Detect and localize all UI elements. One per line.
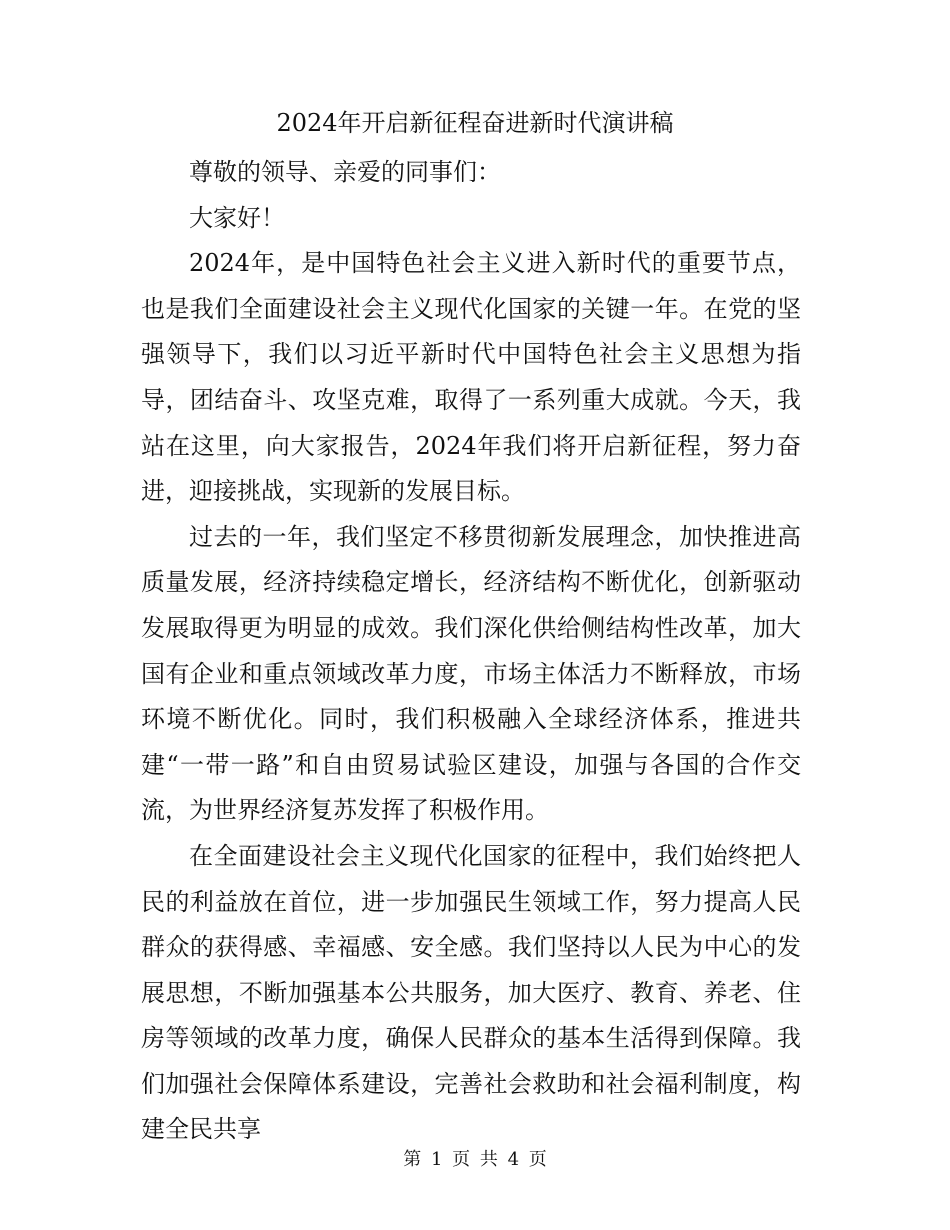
- footer-page-unit: 页: [452, 1149, 471, 1170]
- salutation-paragraph: 尊敬的领导、亲爱的同事们：: [189, 158, 501, 186]
- body-paragraph: 2024年，是中国特色社会主义进入新时代的重要节点，也是我们全面建设社会主义现代化国家的关键一年。在党的坚强领导下，我们以习近平新时代中国特色社会主义思想为指导，团结奋斗、攻坚克难，取得了一系列重大成就。今天，我站在这里，向大家报告，2024年我们将开启新征程，努力奋进，迎接挑战，实现新的发展目标。: [141, 249, 801, 506]
- footer-prefix: 第: [403, 1149, 422, 1170]
- footer-total-pages: 4: [507, 1149, 520, 1170]
- footer-total-unit: 页: [528, 1149, 547, 1170]
- page-footer: [0, 1146, 950, 1174]
- greeting-paragraph: 大家好！: [189, 203, 285, 232]
- footer-current-page: 1: [430, 1149, 443, 1170]
- body-paragraph: 在全面建设社会主义现代化国家的征程中，我们始终把人民的利益放在首位，进一步加强民生领域工作，努力提高人民群众的获得感、幸福感、安全感。我们坚持以人民为中心的发展思想，不断加强基本公共服务，加大医疗、教育、养老、住房等领域的改革力度，确保人民群众的基本生活得到保障。我们加强社会保障体系建设，完善社会救助和社会福利制度，构建全民共享: [141, 841, 801, 1144]
- document-title: 2024年开启新征程奋进新时代演讲稿: [276, 109, 674, 137]
- footer-total-prefix: 共: [479, 1149, 498, 1170]
- document-body: [141, 150, 801, 1153]
- body-paragraph: 过去的一年，我们坚定不移贯彻新发展理念，加快推进高质量发展，经济持续稳定增长，经济结构不断优化，创新驱动发展取得更为明显的成效。我们深化供给侧结构性改革，加大国有企业和重点领域改革力度，市场主体活力不断释放，市场环境不断优化。同时，我们积极融入全球经济体系，推进共建“一带一路”和自由贸易试验区建设，加强与各国的合作交流，为世界经济复苏发挥了积极作用。: [141, 522, 801, 825]
